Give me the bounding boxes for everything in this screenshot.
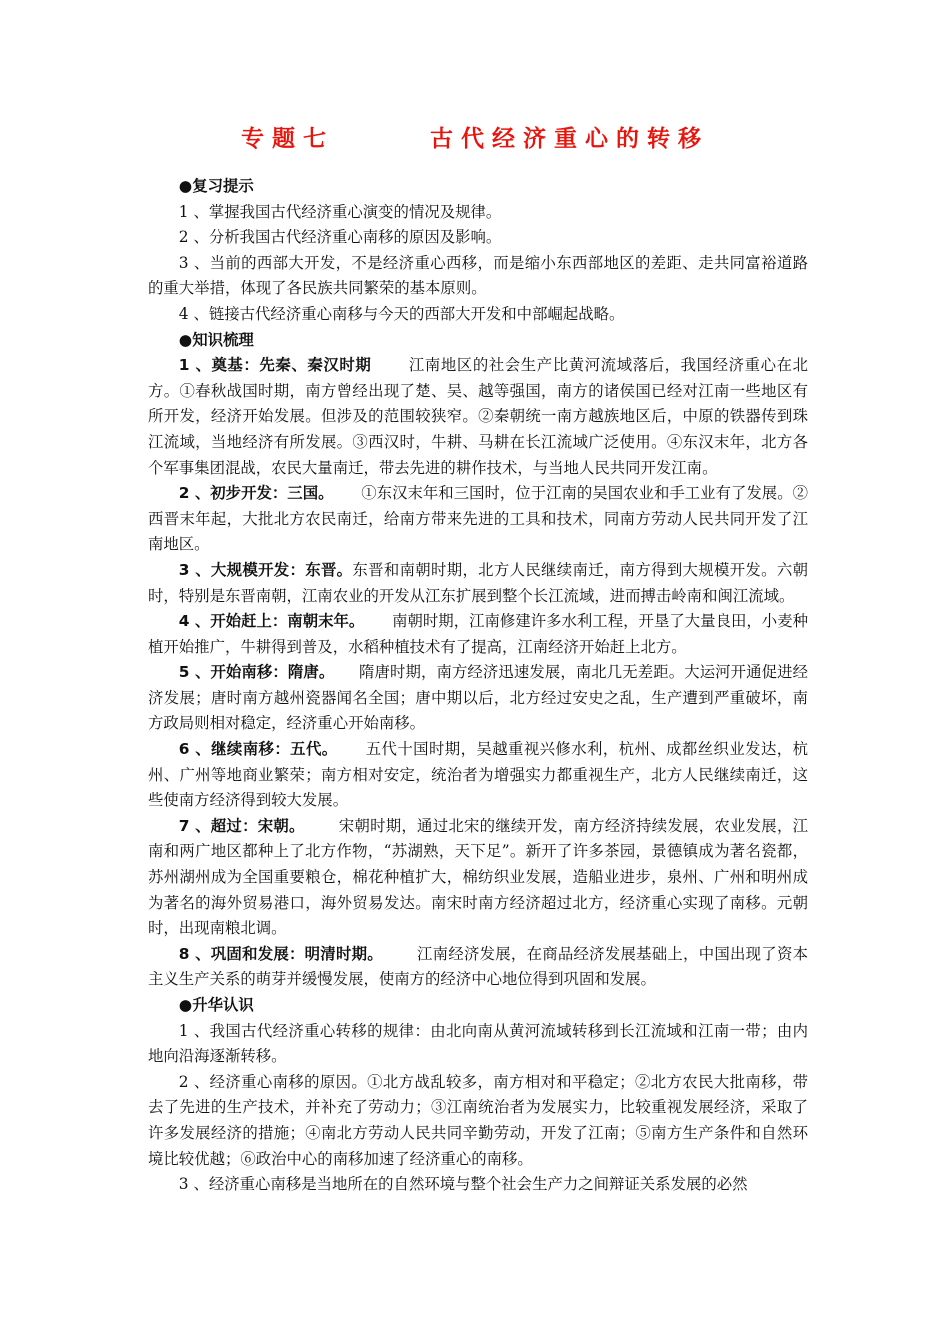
knowledge-item [148,737,808,814]
knowledge-item-text: 江南经济发展，在商品经济发展基础上，中国出现了资本主义生产关系的萌芽并缓慢发展，使南方的经济中心地位得到巩固和发展。 [148,944,808,989]
insight-item: 1 、我国古代经济重心转移的规律：由北向南从黄河流域转移到长江流域和江南一带；由内地向沿海逐渐转移。 [148,1021,808,1066]
knowledge-item-text: 东晋和南朝时期，北方人民继续南迁，南方得到大规模开发。六朝时，特别是东晋南朝，江南农业的开发从江东扩展到整个长江流域，进而搏击岭南和闽江流域。 [148,560,808,605]
section-heading-review: ●复习提示 [178,177,254,195]
knowledge-item-text: 五代十国时期，吴越重视兴修水利，杭州、成都丝织业发达，杭州、广州等地商业繁荣；南方相对安定，统治者为增强实力都重视生产，北方人民继续南迁，这些使南方经济得到较大发展。 [148,740,808,810]
knowledge-item-text: 南朝时期，江南修建许多水利工程，开垦了大量良田，小麦种植开始推广，牛耕得到普及，水稻种植技术有了提高，江南经济开始赶上北方。 [148,612,808,656]
knowledge-item-lead: 6 、继续南移：五代。 [178,740,338,759]
insight-item: 2 、经济重心南移的原因。①北方战乱较多，南方相对和平稳定；②北方农民大批南移，带去了先进的生产技术，并补充了劳动力；③江南统治者为发展实力，比较重视发展经济，采取了许多发展经济的措施；④南北方劳动人民共同辛勤劳动，开发了江南；⑤南方生产条件和自然环境比较优越；⑥政治中心的南移加速了经济重心的南移。 [148,1072,808,1168]
knowledge-item-lead: 3 、大规模开发：东晋。 [178,560,353,579]
knowledge-item-text: 隋唐时期，南方经济迅速发展，南北几无差距。大运河开通促进经济发展；唐时南方越州瓷器闻名全国；唐中期以后，北方经过安史之乱，生产遭到严重破坏，南方政局则相对稳定，经济重心开始南移。 [148,663,808,733]
review-item: 1 、掌握我国古代经济重心演变的情况及规律。 [178,202,502,221]
knowledge-item-lead: 2 、初步开发：三国。 [178,484,334,503]
knowledge-item [148,481,808,558]
knowledge-item-text: 江南地区的社会生产比黄河流域落后，我国经济重心在北方。①春秋战国时期，南方曾经出现了楚、吴、越等强国，南方的诸侯国已经对江南一些地区有所开发，经济开始发展。但涉及的范围较狭窄。②秦朝统一南方越族地区后，中原的铁器传到珠江流域，当地经济有所发展。③西汉时，牛耕、马耕在长江流域广泛使用。④东汉末年，北方各个军事集团混战，农民大量南迁，带去先进的耕作技术，与当地人民共同开发江南。 [148,356,808,477]
knowledge-item [148,814,808,942]
knowledge-item-text: ①东汉末年和三国时，位于江南的吴国农业和手工业有了发展。②西晋末年起，大批北方农民南迁，给南方带来先进的工具和技术，同南方劳动人民共同开发了江南地区。 [148,484,808,554]
review-item: 3 、当前的西部大开发，不是经济重心西移，而是缩小东西部地区的差距、走共同富裕道路的重大举措，体现了各民族共同繁荣的基本原则。 [148,253,808,298]
knowledge-item-lead: 5 、开始南移：隋唐。 [178,663,335,682]
knowledge-item [148,353,808,481]
page-title: 专题七 古代经济重心的转移 [240,126,710,152]
knowledge-item [148,942,808,993]
document-body [148,174,808,1198]
knowledge-item-lead: 1 、奠基：先秦、秦汉时期 [178,356,372,375]
review-item: 2 、分析我国古代经济重心南移的原因及影响。 [178,228,502,247]
knowledge-item-lead: 8 、巩固和发展：明清时期。 [178,944,383,963]
review-item: 4 、链接古代经济重心南移与今天的西部大开发和中部崛起战略。 [178,304,625,323]
knowledge-item-text: 宋朝时期，通过北宋的继续开发，南方经济持续发展，农业发展，江南和两广地区都种上了北方作物，“苏湖熟，天下足”。新开了许多茶园，景德镇成为著名瓷都，苏州湖州成为全国重要粮仓，棉花种植扩大，棉纺织业发展，造船业进步，泉州、广州和明州成为著名的海外贸易港口，海外贸易发达。南宋时南方经济超过北方，经济重心实现了南移。元朝时，出现南粮北调。 [148,816,808,938]
knowledge-item-lead: 7 、超过：宋朝。 [178,816,305,835]
section-heading-knowledge: ●知识梳理 [178,330,254,349]
section-heading-insight: ●升华认识 [178,996,254,1014]
knowledge-item [148,660,808,737]
knowledge-item [148,609,808,660]
insight-item: 3 、经济重心南移是当地所在的自然环境与整个社会生产力之间辩证关系发展的必然 [178,1175,748,1194]
knowledge-item-lead: 4 、开始赶上：南朝末年。 [178,612,365,631]
knowledge-item [148,558,808,609]
